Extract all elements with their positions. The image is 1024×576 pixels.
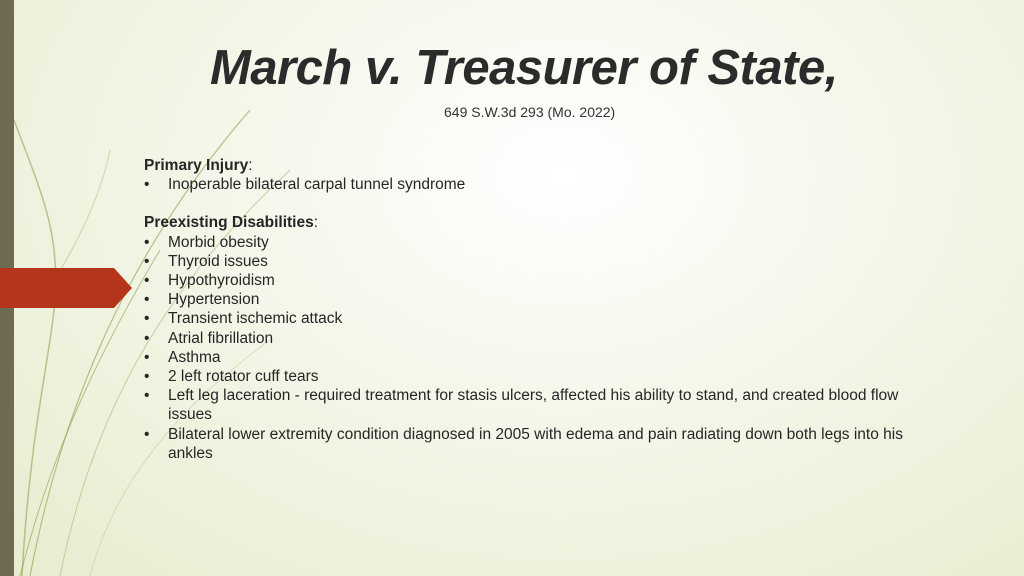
list-item	[144, 309, 944, 328]
list-item	[144, 329, 944, 348]
list-item-text: Thyroid issues	[168, 252, 268, 270]
list-item-text: Transient ischemic attack	[168, 310, 343, 328]
list-item-text: Morbid obesity	[168, 233, 269, 251]
preexisting-heading: Preexisting Disabilities:	[144, 214, 319, 232]
list-item	[144, 175, 944, 194]
list-item	[144, 348, 944, 367]
bullet-icon: •	[144, 310, 150, 328]
list-item-text: Inoperable bilateral carpal tunnel syndrome	[168, 176, 466, 194]
bullet-icon: •	[144, 252, 150, 270]
bullet-icon: •	[144, 291, 150, 309]
list-item-text: Atrial fibrillation	[168, 329, 274, 347]
list-item	[144, 233, 944, 252]
bullet-icon: •	[144, 272, 150, 290]
slide-title: March v. Treasurer of State,	[210, 41, 838, 95]
list-item	[144, 290, 944, 309]
bullet-icon: •	[144, 329, 150, 347]
list-item	[144, 386, 944, 424]
list-item-text: Asthma	[168, 348, 221, 366]
case-citation: 649 S.W.3d 293 (Mo. 2022)	[444, 104, 616, 120]
slide-body	[144, 156, 944, 463]
primary-injury-heading: Primary Injury:	[144, 157, 253, 174]
list-item	[144, 425, 944, 463]
list-item-text: Hypertension	[168, 291, 260, 309]
list-item	[144, 367, 944, 386]
bullet-icon: •	[144, 368, 150, 386]
list-item-text: Bilateral lower extremity condition diagnosed in 2005 with edema and pain radiating down both legs into his ankles	[168, 425, 903, 462]
list-item-text: Left leg laceration - required treatment for stasis ulcers, affected his ability to stand, and created blood flow issues	[168, 387, 899, 424]
bullet-icon: •	[144, 425, 150, 443]
bullet-icon: •	[144, 233, 150, 251]
bullet-icon: •	[144, 348, 150, 366]
list-item	[144, 252, 944, 271]
bullet-icon: •	[144, 176, 150, 194]
bullet-icon: •	[144, 387, 150, 405]
accent-arrow-tab	[0, 268, 132, 308]
list-item	[144, 271, 944, 290]
preexisting-list	[144, 233, 944, 463]
list-item-text: 2 left rotator cuff tears	[168, 368, 319, 386]
primary-injury-list	[144, 175, 944, 194]
list-item-text: Hypothyroidism	[168, 272, 275, 290]
